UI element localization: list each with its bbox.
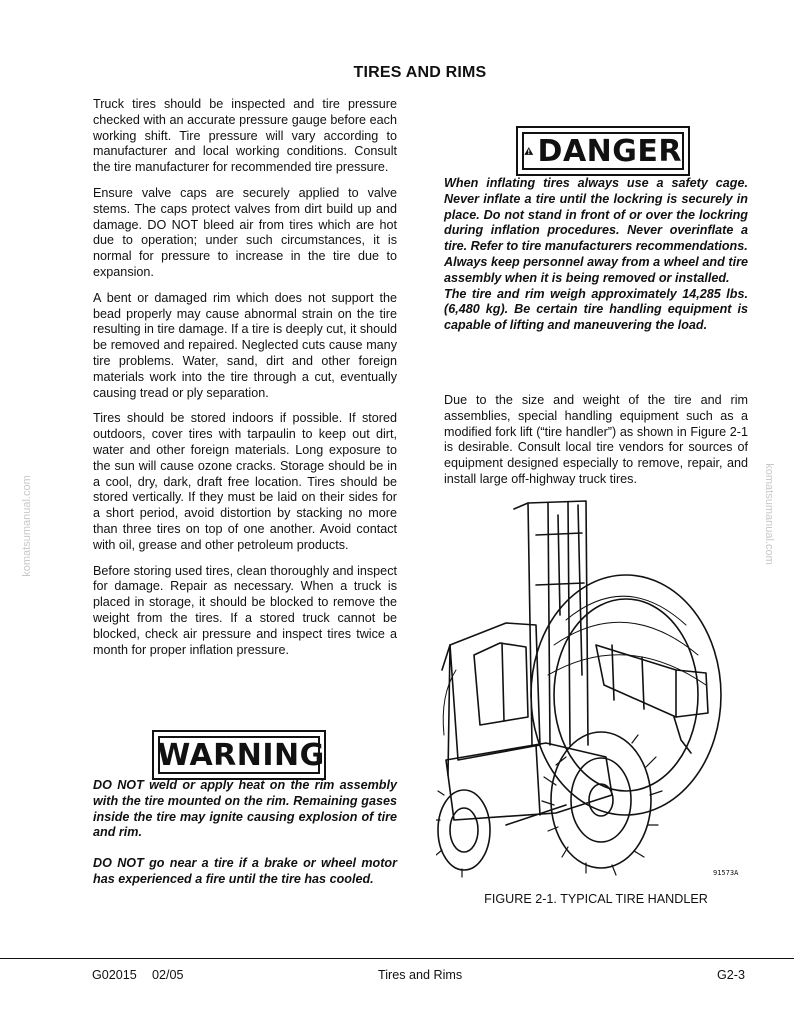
figure-caption: FIGURE 2-1. TYPICAL TIRE HANDLER	[484, 892, 708, 906]
warning-line: DO NOT weld or apply heat on the rim assembly with the tire mounted on the rim. Remaining gases inside the tire may ignite causing explosion of tire and rim.	[93, 778, 397, 840]
footer-doc-id: G02015	[92, 968, 137, 982]
paragraph: Due to the size and weight of the tire and rim assemblies, special handling equipment such as a modified fork lift (“tire handler”) as shown in Figure 2-1 is desirable. Consult local tire vendors for sources of equipment designed especially to remove, repair, and install large off-highway truck tires.	[444, 393, 748, 486]
tire-handler-illustration	[436, 495, 726, 881]
danger-sign	[516, 126, 690, 176]
warning-sign	[152, 730, 326, 780]
paragraph: Truck tires should be inspected and tire pressure checked with an accurate pressure gauge before each working shift. Tire pressure will vary according to manufacturer and local working conditions. Consult the tire manufacturer for recommended tire pressure.	[93, 97, 397, 175]
danger-line: The tire and rim weigh approximately 14,285 lbs. (6,480 kg). Be certain tire handling equipment is capable of lifting and maneuvering the load.	[444, 286, 748, 333]
danger-text	[444, 176, 748, 334]
paragraph: Before storing used tires, clean thoroughly and inspect for damage. Repair as necessary. When a truck is placed in storage, it should be blocked to remove the weight from the tires. If a stored truck cannot be blocked, check air pressure and inspect tires twice a month for proper inflation pressure.	[93, 563, 397, 657]
watermark-left: komatsumanual.com	[20, 475, 33, 577]
warning-text	[93, 778, 397, 888]
danger-triangle-icon	[524, 138, 534, 164]
danger-label: DANGER	[537, 133, 682, 169]
footer-page-number: G2-3	[717, 968, 745, 982]
paragraph: Tires should be stored indoors if possible. If stored outdoors, cover tires with tarpaulin to keep out dirt, water and other foreign materials. Long exposure to the sun will cause ozone cracks. Storage should be in a cool, dry, dark, draft free location. Tires should be stored vertically. If they must be laid on their sides for a short period, avoid distortion by stacking no more than three tires on top of one another. Avoid contact with oil, grease and other petroleum products.	[93, 411, 397, 552]
warning-line: DO NOT go near a tire if a brake or wheel motor has experienced a fire until the tire has cooled.	[93, 856, 397, 886]
footer-section: Tires and Rims	[378, 968, 463, 982]
danger-line: Always keep personnel away from a wheel and tire assembly when it is being removed or installed.	[444, 254, 748, 285]
right-column	[444, 393, 748, 498]
left-column	[93, 97, 397, 668]
paragraph: A bent or damaged rim which does not support the bead properly may cause abnormal strain on the tire resulting in tire damage. If a tire is deeply cut, it should be removed and repaired. Neglected cuts cause many tire problems. Water, sand, dirt and other foreign materials work into the tire through a cut, eventually causing tread or ply separation.	[93, 290, 397, 400]
page-title: TIRES AND RIMS	[353, 64, 487, 81]
danger-line: When inflating tires always use a safety cage. Never inflate a tire until the lockring is securely in place. Do not stand in front of or over the lockring during inflation procedures. Never overinflate a tire. Refer to tire manufacturers recommendations.	[444, 176, 748, 254]
figure-number: 91573A	[713, 869, 739, 877]
watermark-right: komatsumanual.com	[762, 463, 775, 565]
paragraph: Ensure valve caps are securely applied to valve stems. The caps protect valves from dirt build up and damage. DO NOT bleed air from tires which are hot due to operation; under such circumstances, it is normal for pressure to increase in the tire due to expansion.	[93, 185, 397, 279]
footer-divider	[0, 958, 794, 959]
warning-label: WARNING	[157, 737, 325, 773]
footer-date: 02/05	[152, 968, 184, 982]
